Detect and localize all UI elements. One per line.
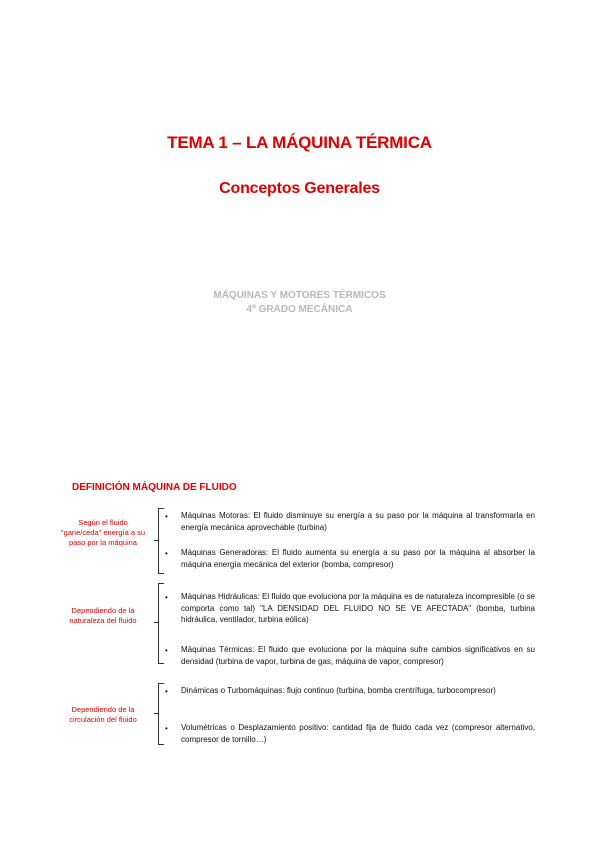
bullet-icon: • (165, 724, 168, 733)
group-label: Dependiendo de la circulación del fluido (69, 705, 137, 724)
bullet-icon: • (165, 646, 168, 655)
list-item: Máquinas Hidráulicas: El fluido que evoluciona por la máquina es de naturaleza incompresible (o se comporta como tal) "LA DENSIDAD DEL FLUIDO NO SE VE AFECTADA" (bomba, turbina hidráulica, ventilador, turbina eólica) (181, 592, 535, 624)
course-name: MÁQUINAS Y MOTORES TÉRMICOS (213, 290, 386, 301)
list-item: Máquinas Térmicas: El fluido que evoluciona por la máquina sufre cambios significativos en su densidad (turbina de vapor, turbina de gas, máquina de vapor, compresor) (181, 645, 535, 666)
bullet-icon: • (165, 549, 168, 558)
section-heading: DEFINICIÓN MÁQUINA DE FLUIDO (72, 482, 237, 493)
document-subtitle: Conceptos Generales (219, 180, 380, 197)
group-bracket (158, 508, 164, 574)
group-bracket (158, 683, 164, 745)
list-item: Dinámicas o Turbomáquinas: flujo continuo (turbina, bomba crentrífuga, turbocompresor) (181, 686, 496, 695)
list-item: Máquinas Generadoras: El fluido aumenta su energía a su paso por la máquina al absorber la máquina energía mecánica del exterior (bomba, compresor) (181, 548, 535, 569)
document-title: TEMA 1 – LA MÁQUINA TÉRMICA (167, 133, 432, 152)
bracket-tick (154, 622, 158, 623)
group-label: Dependiendo de la naturaleza del fluido (69, 606, 137, 625)
course-level: 4º GRADO MECÁNICA (246, 304, 353, 315)
bracket-tick (154, 713, 158, 714)
list-item: Volumétricas o Desplazamiento positivo: cantidad fija de fluido cada vez (compresor alternativo, compresor de tornillo…) (181, 723, 535, 744)
bullet-icon: • (165, 687, 168, 696)
group-label: Según el fluido "gane/ceda" energía a su paso por la máquina (60, 518, 146, 547)
bullet-icon: • (165, 512, 168, 521)
bracket-tick (154, 540, 158, 541)
list-item: Máquinas Motoras: El fluido disminuye su energía a su paso por la máquina al transformarla en energía mecánica aprovechable (turbina) (181, 511, 535, 532)
bullet-icon: • (165, 593, 168, 602)
group-bracket (158, 583, 164, 664)
